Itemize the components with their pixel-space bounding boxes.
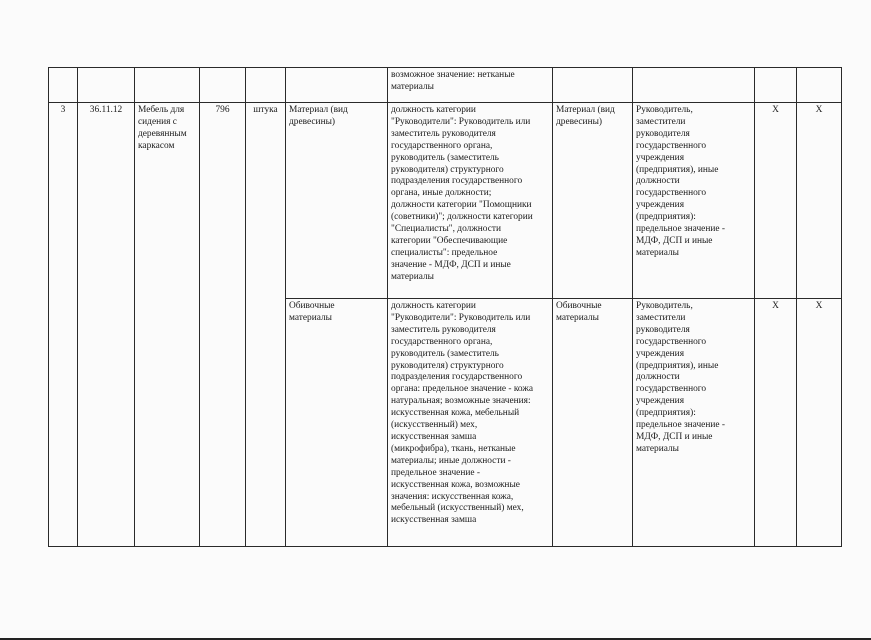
continued-value-text: возможное значение: нетканые материалы (388, 68, 553, 103)
characteristic-name: Материал (вид древесины) (286, 103, 388, 299)
institution-value-text: Руководитель, заместители руководителя государственного учреждения (предприятия), иные должности государственного учреждения (предприятия): предельное значение - МДФ, ДСП и иные материалы (633, 299, 755, 547)
cell-empty (286, 68, 388, 103)
item-name: Мебель для сидения с деревянным каркасом (135, 103, 200, 547)
cell-empty (78, 68, 135, 103)
x-mark: Х (797, 299, 842, 547)
cell-empty (633, 68, 755, 103)
item-number: 3 (49, 103, 78, 547)
item-code: 36.11.12 (78, 103, 135, 547)
cell-empty (755, 68, 797, 103)
cell-empty (246, 68, 286, 103)
institution-value-text: Руководитель, заместители руководителя государственного учреждения (предприятия), иные должности государственного учреждения (предприятия): предельное значение - МДФ, ДСП и иные материалы (633, 103, 755, 299)
gov-value-text: должность категории "Руководители": Руководитель или заместитель руководителя государственного органа, руководитель (заместитель руководителя) структурного подразделения государственного органа: предельное значение - кожа натуральная; возможные значения: искусственная кожа, мебельный (искусственный) мех, искусственная замша (микрофибра), ткань, нетканые материалы; иные должности - предельное значение - искусственная кожа, возможные значения: искусственная кожа, мебельный (искусственный) мех, искусственная замша (388, 299, 553, 547)
cell-empty (553, 68, 633, 103)
characteristic-name: Обивочные материалы (286, 299, 388, 547)
cell-empty (200, 68, 246, 103)
item-row-material (49, 103, 842, 299)
x-mark: Х (797, 103, 842, 299)
okei-code: 796 (200, 103, 246, 547)
cell-empty (49, 68, 78, 103)
characteristic-name-2: Обивочные материалы (553, 299, 633, 547)
cell-empty (797, 68, 842, 103)
gov-value-text: должность категории "Руководители": Руководитель или заместитель руководителя государственного органа, руководитель (заместитель руководителя) структурного подразделения государственного органа, иные должности; должности категории "Помощники (советники)"; должности категории "Специалисты", должности категории "Обеспечивающие специалисты": предельное значение - МДФ, ДСП и иные материалы (388, 103, 553, 299)
cell-empty (135, 68, 200, 103)
characteristic-name-2: Материал (вид древесины) (553, 103, 633, 299)
x-mark: Х (755, 103, 797, 299)
requirements-table (48, 67, 842, 547)
unit-name: штука (246, 103, 286, 547)
continued-row (49, 68, 842, 103)
x-mark: Х (755, 299, 797, 547)
